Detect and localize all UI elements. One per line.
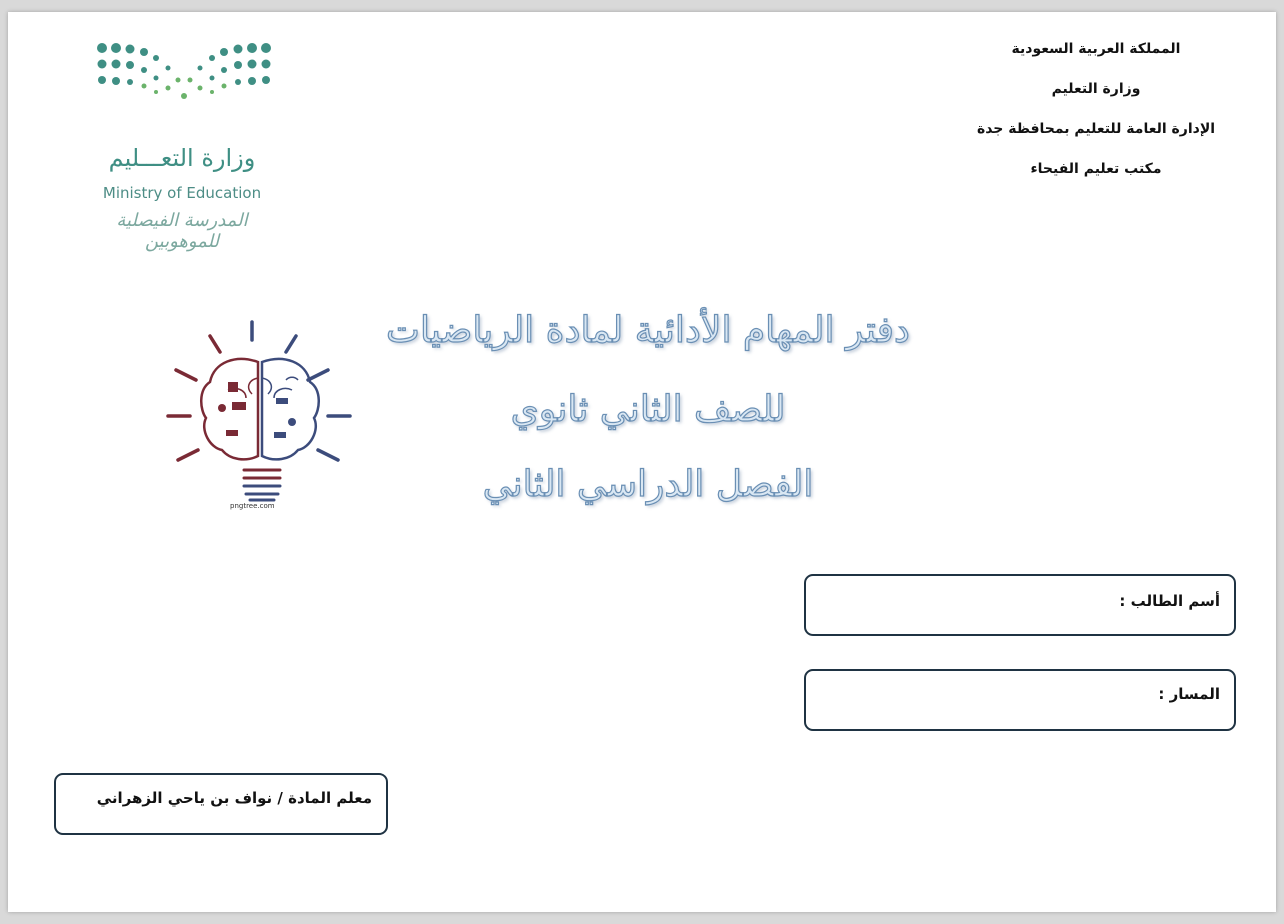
title-line-2: للصف الثاني ثانوي (510, 389, 786, 430)
student-name-label: أسم الطالب : (1119, 592, 1220, 610)
header-directorate: الإدارة العامة للتعليم بمحافظة جدة (976, 121, 1216, 137)
document-page (8, 12, 1276, 912)
teacher-label: معلم المادة / نواف بن ياحي الزهراني (96, 789, 372, 807)
header-ministry: وزارة التعليم (1051, 81, 1141, 97)
track-label: المسار : (1158, 685, 1220, 703)
header-office: مكتب تعليم الفيحاء (1030, 161, 1162, 177)
title-line-1: دفتر المهام الأدائية لمادة الرياضيات (386, 310, 910, 351)
logo-school-name: المدرسة الفيصلية للموهوبين (116, 210, 248, 252)
logo-dots-icon (94, 40, 274, 110)
logo-arabic-text: وزارة التعـــليم (108, 144, 256, 172)
illustration-credit: pngtree.com (230, 502, 275, 510)
title-line-3: الفصل الدراسي الثاني (482, 464, 814, 505)
header-country: المملكة العربية السعودية (1011, 41, 1181, 57)
logo-english-text: Ministry of Education (102, 184, 262, 202)
ministry-logo (90, 40, 280, 252)
brain-lightbulb-icon (166, 318, 352, 522)
track-field[interactable] (804, 669, 1236, 731)
teacher-box (54, 773, 388, 835)
header-institution-block (966, 36, 1226, 196)
student-name-field[interactable] (804, 574, 1236, 636)
